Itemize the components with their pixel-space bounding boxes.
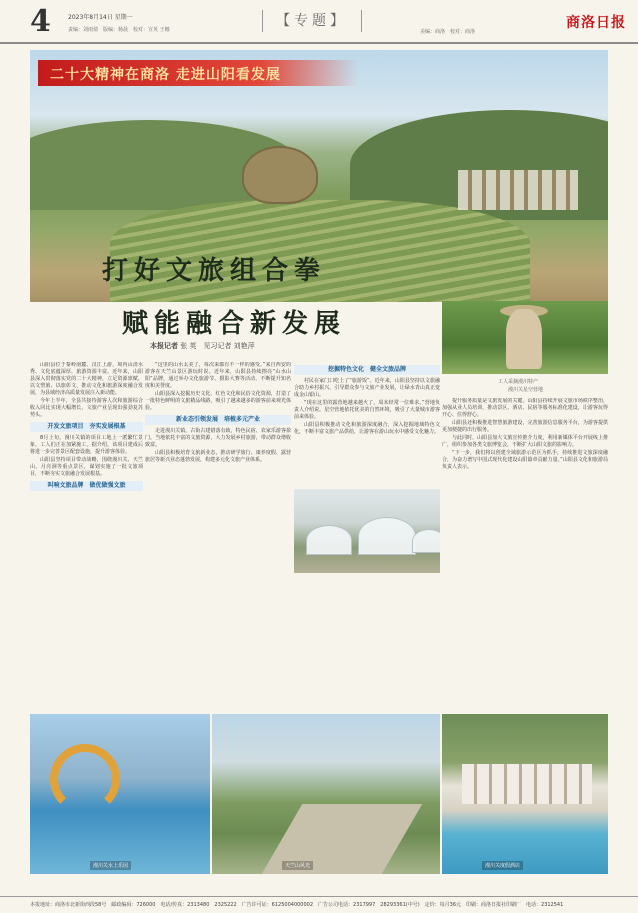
headline-line-1: 打好文旅组合拳 xyxy=(102,256,327,286)
page-number: 4 xyxy=(30,4,51,39)
subheading: 叫响文旅品牌 做优做强文旅 xyxy=(30,481,143,491)
topic-banner xyxy=(38,60,358,86)
resort-photo xyxy=(442,714,608,874)
worker-photo-caption: 工人采摘漫川特产 xyxy=(498,379,539,385)
domes-caption-side: 漫川关星空营地 xyxy=(508,387,544,393)
page-footer: 本报地址：商洛市北新街西段58号 邮政编码：726000 电话/传真：2313480 2325222 广告许可证：6125004000002 广告公司电话：2317997 28293361(中号) 定价：每月36元 印刷：商洛日报社印刷厂 电话：2312541 xyxy=(0,896,638,913)
article-paragraph: 走进漫川关镇，古街古建错落有致，特色民宿、农家乐游客盈门。当地依托丰富的文旅资源，大力发展乡村旅游，带动群众增收致富。 xyxy=(145,428,291,448)
valley-photo xyxy=(212,714,440,874)
article-paragraph: 山阳县积极推动文化和旅游深度融合，深入挖掘地域特色文化，不断丰富文旅产品供给，让游客在游山玩水中感受文化魅力。 xyxy=(294,422,440,435)
article-paragraph: 提升服务质量是文旅发展的关键。山阳县持续开展文旅市场秩序整治，加强从业人员培训，推动景区、酒店、民宿等服务标准化建设，让游客玩得开心、住得舒心。 xyxy=(442,398,608,418)
resort-building xyxy=(462,764,592,804)
headline-line-2: 赋能融合新发展 xyxy=(122,309,347,339)
glamping-dome xyxy=(358,517,416,555)
masthead-logo: 商洛日报 xyxy=(566,15,626,31)
issue-date: 2023年8月14日 星期一 xyxy=(68,14,133,21)
article-column-2 xyxy=(145,362,291,714)
domes-photo xyxy=(294,489,440,573)
article-paragraph: 8月上旬，漫川关镇的项目工地上一派繁忙景象，工人们正在加紧施工。据介绍，该项目建成后将进一步完善景区配套设施，提升游客体验。 xyxy=(30,435,143,455)
water-slide xyxy=(50,744,120,814)
byline-label: 本报记者 xyxy=(150,342,178,350)
article-paragraph: 山阳县还积极推进智慧旅游建设，完善旅游信息服务平台，为游客提供更加便捷的出行服务。 xyxy=(442,420,608,433)
topic-banner-text: 二十大精神在商洛 走进山阳看发展 xyxy=(50,67,281,83)
water-park-caption: 漫川关水上乐园 xyxy=(90,861,131,870)
article-paragraph: 与此同时，山阳县加大文旅宣传推介力度，利用新媒体平台开展线上推广，组织参加各类文旅博览会，不断扩大山阳文旅的影响力。 xyxy=(442,435,608,448)
worker-figure xyxy=(506,309,542,369)
article-paragraph: 山阳县坚持项目带动战略，围绕漫川关、天竺山、月亮洞等重点景区，谋划实施了一批文旅项目，不断夯实文旅融合发展根基。 xyxy=(30,457,143,477)
teapot-sculpture xyxy=(242,146,318,204)
hero-photo xyxy=(30,50,608,302)
staff-credits: 责编：刘雨倩 版编：杨晨 校对：宣英 王娜 xyxy=(68,27,170,33)
byline-names: 张 英 见习记者 刘艳萍 xyxy=(180,342,255,350)
village-buildings xyxy=(458,170,578,210)
glamping-dome xyxy=(412,529,440,553)
subheading: 挖掘特色文化 健全文旅品牌 xyxy=(294,365,440,375)
article-paragraph: 今年上半年，全县共接待游客人次和旅游综合收入同比实现大幅增长，文旅产业呈现出强劲复苏势头。 xyxy=(30,398,143,418)
article-column-1 xyxy=(30,362,143,714)
article-paragraph: “下一步，我们将以创建全域旅游示范区为抓手，持续推进文旅深度融合，为奋力谱写中国式现代化建设山阳篇章贡献力量。”山阳县文化和旅游局负责人表示。 xyxy=(442,450,608,470)
section-label: 【专题】 xyxy=(262,10,362,32)
bottom-photo-row xyxy=(30,714,608,874)
water-park-photo xyxy=(30,714,210,874)
article-paragraph: 山阳县位于秦岭南麓、汉江上游，境内山清水秀、文化底蕴深厚，旅游资源丰富。近年来，山阳县深入贯彻落实党的二十大精神，立足资源禀赋，以文塑旅、以旅彰文，推动文化和旅游深度融合发展，为县域经济高质量发展注入新动能。 xyxy=(30,362,143,396)
resort-caption: 漫川关度假酒店 xyxy=(482,861,523,870)
subheading: 新业态引领发展 培植多元产业 xyxy=(145,415,291,425)
article-paragraph: 村民在家门口吃上了“旅游饭”。近年来，山阳县坚持以文旅融合助力乡村振兴，引导群众参与文旅产业发展，让绿水青山真正变成金山银山。 xyxy=(294,378,440,398)
article-paragraph: 山阳县积极培育文旅新业态，推动研学旅行、康养度假、露营旅居等新兴业态蓬勃发展，构建多元化文旅产业体系。 xyxy=(145,450,291,463)
valley-caption: 天竺山风光 xyxy=(282,861,313,870)
worker-photo xyxy=(442,301,608,374)
subheading: 开发文旅项目 夯实发展根基 xyxy=(30,422,143,432)
article-paragraph: “这里的山水太美了，每次来都有不一样的感受。”来自西安的游客在天竺山景区游玩时说。近年来，山阳县持续擦亮“山水山阳”品牌，通过举办文化旅游节、摄影大赛等活动，不断提升知名度和美誉度。 xyxy=(145,362,291,389)
byline xyxy=(150,341,255,351)
page-header xyxy=(0,0,638,44)
article-column-4 xyxy=(442,398,608,712)
glamping-dome xyxy=(306,525,352,555)
article-paragraph: 山阳县深入挖掘历史文化、红色文化和民俗文化资源，打造了一批特色鲜明的文旅精品线路，吸引了越来越多的游客前来观光体验。 xyxy=(145,391,291,411)
article-paragraph: “现在这里的露营地越来越火了，周末经常一位难求。”营地负责人介绍说。星空营地依托优美的自然环境，吸引了大量城市游客前来体验。 xyxy=(294,400,440,420)
editor-credits: 美编：商洛 校对：商洛 xyxy=(420,29,476,35)
